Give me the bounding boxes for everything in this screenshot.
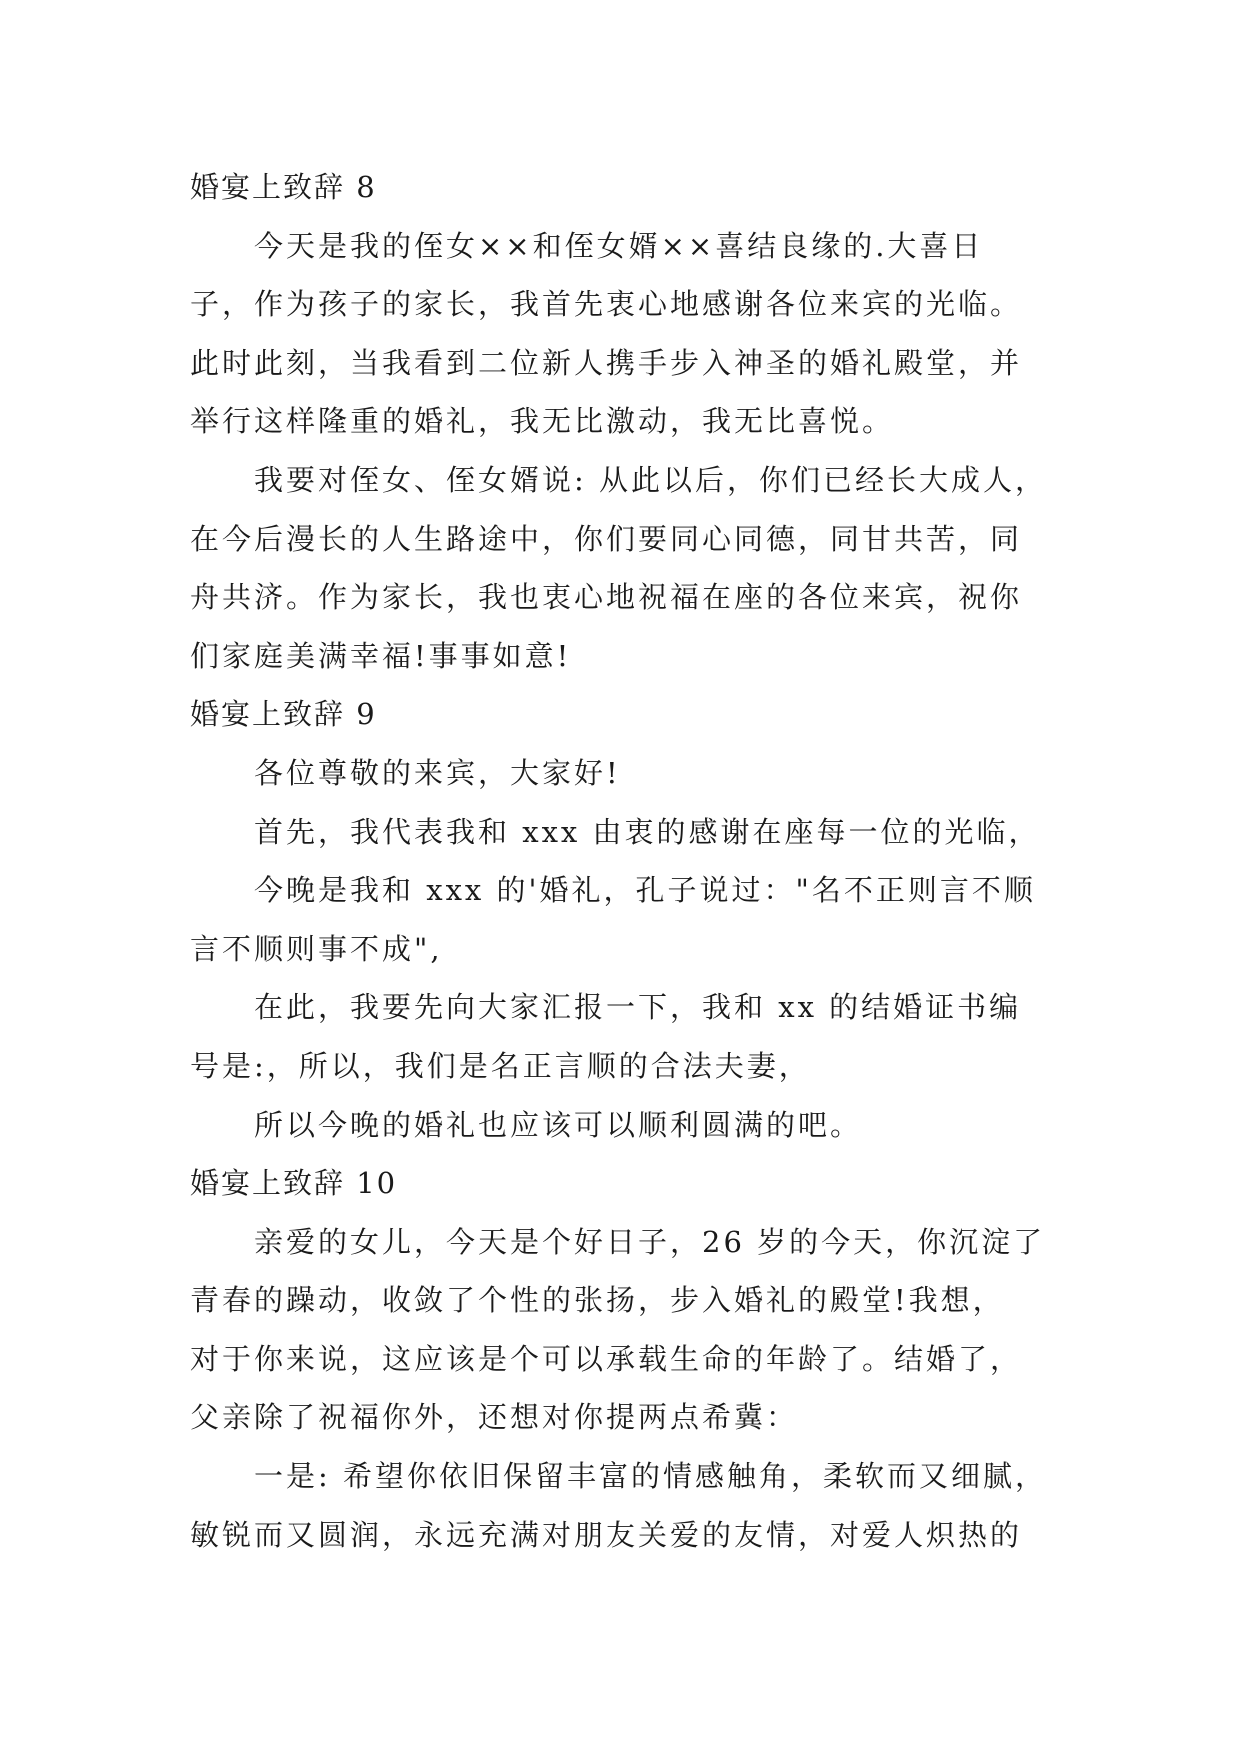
text-line: 此时此刻，当我看到二位新人携手步入神圣的婚礼殿堂，并 [190, 345, 1023, 380]
text-line: 一是: 希望你依旧保留丰富的情感触角，柔软而又细腻， [254, 1459, 1047, 1494]
text-line: 今晚是我和 xxx 的'婚礼，孔子说过："名不正则言不顺 [254, 873, 1036, 908]
text-line: 所以今晚的婚礼也应该可以顺利圆满的吧。 [254, 1107, 863, 1142]
text-line: 子，作为孩子的家长，我首先衷心地感谢各位来宾的光临。 [190, 287, 1023, 322]
text-line: 各位尊敬的来宾，大家好! [254, 755, 621, 790]
text-line: 在此，我要先向大家汇报一下，我和 xx 的结婚证书编 [254, 990, 1022, 1025]
text-line: 我要对侄女、侄女婿说: 从此以后，你们已经长大成人， [254, 462, 1047, 497]
text-line: 言不顺则事不成", [190, 931, 443, 966]
text-line: 们家庭美满幸福!事事如意! [190, 638, 572, 673]
section-heading: 婚宴上致辞 10 [190, 1166, 398, 1201]
text-line: 亲爱的女儿，今天是个好日子，26 岁的今天，你沉淀了 [254, 1224, 1046, 1259]
section-heading: 婚宴上致辞 8 [190, 170, 377, 204]
text-line: 首先，我代表我和 xxx 由衷的感谢在座每一位的光临， [254, 814, 1041, 849]
text-line: 对于你来说，这应该是个可以承载生命的年龄了。结婚了， [190, 1341, 1023, 1376]
text-line: 号是:，所以，我们是名正言顺的合法夫妻， [190, 1048, 811, 1083]
text-line: 今天是我的侄女××和侄女婿××喜结良缘的.大喜日 [254, 228, 984, 263]
text-line: 青春的躁动，收敛了个性的张扬，步入婚礼的殿堂!我想， [190, 1283, 1005, 1318]
document-body [190, 158, 1070, 1564]
text-line: 举行这样隆重的婚礼，我无比激动，我无比喜悦。 [190, 404, 895, 439]
section-heading: 婚宴上致辞 9 [190, 697, 377, 732]
text-line: 在今后漫长的人生路途中，你们要同心同德，同甘共苦，同 [190, 521, 1023, 556]
text-line: 舟共济。作为家长，我也衷心地祝福在座的各位来宾，祝你 [190, 580, 1023, 615]
text-line: 敏锐而又圆润，永远充满对朋友关爱的友情，对爱人炽热的 [190, 1517, 1023, 1552]
text-line: 父亲除了祝福你外，还想对你提两点希冀： [190, 1400, 799, 1435]
